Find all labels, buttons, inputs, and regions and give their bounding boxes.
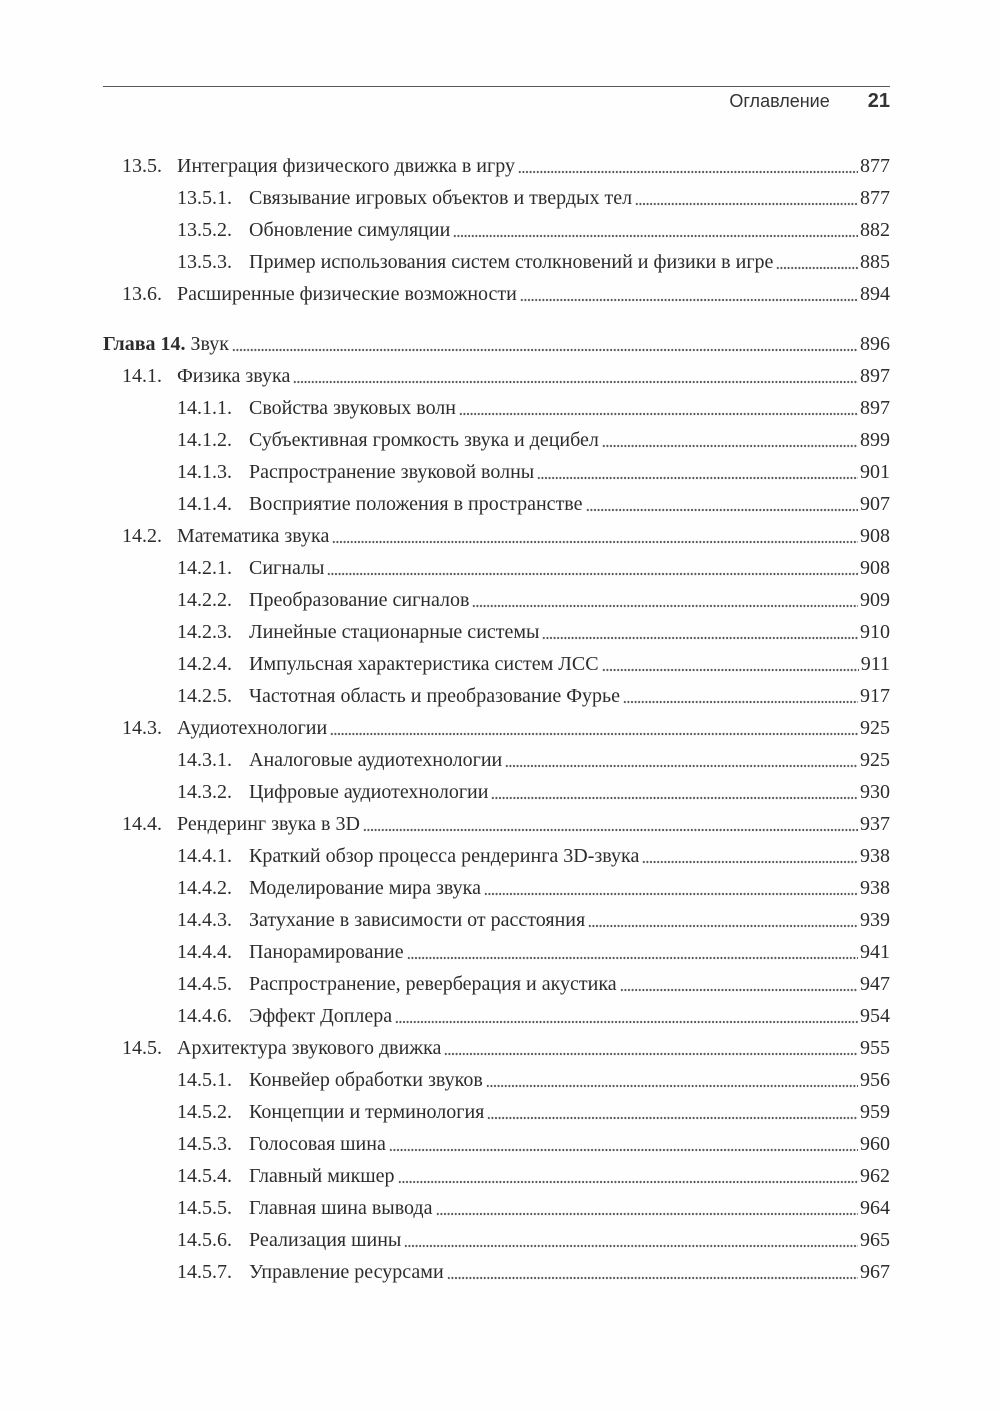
toc-subsection-entry xyxy=(103,904,890,936)
dot-leader xyxy=(537,456,858,488)
entry-page-number: 917 xyxy=(860,685,890,707)
toc-subsection-entry xyxy=(103,584,890,616)
entry-number: 14.5.7. xyxy=(177,1261,232,1283)
entry-title: Связывание игровых объектов и твердых тел xyxy=(249,187,633,209)
entry-number: 14.5.4. xyxy=(177,1165,232,1187)
entry-title: Физика звука xyxy=(177,365,291,387)
dot-leader xyxy=(602,648,859,680)
toc-subsection-entry xyxy=(103,488,890,520)
entry-page-number: 885 xyxy=(860,251,890,273)
dot-leader xyxy=(642,840,858,872)
entry-title: Управление ресурсами xyxy=(249,1261,444,1283)
entry-number: 13.5.3. xyxy=(177,251,232,273)
entry-page-number: 896 xyxy=(860,333,890,355)
toc-list xyxy=(103,150,890,1288)
entry-number: 14.5.6. xyxy=(177,1229,232,1251)
entry-number: 14.3.2. xyxy=(177,781,232,803)
dot-leader xyxy=(635,182,858,214)
entry-page-number: 956 xyxy=(860,1069,890,1091)
chapter-label: Глава 14. xyxy=(103,333,186,355)
entry-page-number: 897 xyxy=(860,365,890,387)
toc-section-entry xyxy=(103,520,890,552)
entry-page-number: 938 xyxy=(860,877,890,899)
toc-section-entry xyxy=(103,360,890,392)
toc-subsection-entry xyxy=(103,1096,890,1128)
page-number: 21 xyxy=(867,90,890,112)
toc-section-entry xyxy=(103,278,890,310)
entry-title: Реализация шины xyxy=(249,1229,402,1251)
entry-page-number: 939 xyxy=(860,909,890,931)
toc-subsection-entry xyxy=(103,872,890,904)
dot-leader xyxy=(542,616,858,648)
entry-number: 14.4.1. xyxy=(177,845,232,867)
entry-title: Аналоговые аудиотехнологии xyxy=(249,749,503,771)
entry-page-number: 941 xyxy=(860,941,890,963)
dot-leader xyxy=(447,1256,858,1288)
entry-page-number: 901 xyxy=(860,461,890,483)
entry-title: Интеграция физического движка в игру xyxy=(177,155,515,177)
toc-subsection-entry xyxy=(103,936,890,968)
entry-title: Главная шина вывода xyxy=(249,1197,433,1219)
toc-subsection-entry xyxy=(103,392,890,424)
entry-page-number: 937 xyxy=(860,813,890,835)
entry-number: 14.4.6. xyxy=(177,1005,232,1027)
entry-title: Пример использования систем столкновений и физики в игре xyxy=(249,251,774,273)
dot-leader xyxy=(472,584,858,616)
running-header-title: Оглавление xyxy=(729,91,830,111)
entry-title: Цифровые аудиотехнологии xyxy=(249,781,489,803)
dot-leader xyxy=(505,744,858,776)
entry-page-number: 877 xyxy=(860,155,890,177)
dot-leader xyxy=(293,360,858,392)
entry-number: 13.6. xyxy=(122,283,162,305)
entry-number: 14.3. xyxy=(122,717,162,739)
entry-number: 14.4.4. xyxy=(177,941,232,963)
entry-page-number: 938 xyxy=(860,845,890,867)
entry-page-number: 899 xyxy=(860,429,890,451)
entry-title: Звук xyxy=(190,333,229,355)
dot-leader xyxy=(487,1096,858,1128)
entry-page-number: 955 xyxy=(860,1037,890,1059)
entry-number: 14.1. xyxy=(122,365,162,387)
entry-page-number: 897 xyxy=(860,397,890,419)
entry-page-number: 907 xyxy=(860,493,890,515)
toc-subsection-entry xyxy=(103,424,890,456)
toc-subsection-entry xyxy=(103,1000,890,1032)
entry-title: Архитектура звукового движка xyxy=(177,1037,442,1059)
toc-subsection-entry xyxy=(103,1192,890,1224)
dot-leader xyxy=(602,424,858,456)
entry-title: Рендеринг звука в 3D xyxy=(177,813,360,835)
entry-number: 14.4. xyxy=(122,813,162,835)
toc-section-entry xyxy=(103,1032,890,1064)
dot-leader xyxy=(332,520,858,552)
entry-title: Восприятие положения в пространстве xyxy=(249,493,583,515)
toc-section-entry xyxy=(103,150,890,182)
entry-number: 13.5.1. xyxy=(177,187,232,209)
toc-subsection-entry xyxy=(103,1128,890,1160)
dot-leader xyxy=(407,936,858,968)
entry-number: 14.4.5. xyxy=(177,973,232,995)
entry-title: Сигналы xyxy=(249,557,325,579)
toc-section-entry xyxy=(103,712,890,744)
dot-leader xyxy=(484,872,858,904)
toc-subsection-entry xyxy=(103,1160,890,1192)
entry-page-number: 964 xyxy=(860,1197,890,1219)
entry-number: 14.1.4. xyxy=(177,493,232,515)
dot-leader xyxy=(453,214,858,246)
entry-number: 14.4.2. xyxy=(177,877,232,899)
entry-number: 14.5.2. xyxy=(177,1101,232,1123)
entry-title: Обновление симуляции xyxy=(249,219,451,241)
dot-leader xyxy=(330,712,858,744)
dot-leader xyxy=(620,968,858,1000)
toc-section-entry xyxy=(103,808,890,840)
dot-leader xyxy=(520,278,858,310)
entry-title: Линейные стационарные системы xyxy=(249,621,540,643)
toc-subsection-entry xyxy=(103,182,890,214)
dot-leader xyxy=(586,488,858,520)
entry-title: Концепции и терминология xyxy=(249,1101,485,1123)
entry-number: 13.5.2. xyxy=(177,219,232,241)
entry-title: Субъективная громкость звука и децибел xyxy=(249,429,599,451)
entry-page-number: 894 xyxy=(860,283,890,305)
entry-title: Распространение звуковой волны xyxy=(249,461,535,483)
entry-page-number: 908 xyxy=(860,557,890,579)
entry-title: Краткий обзор процесса рендеринга 3D-звука xyxy=(249,845,640,867)
entry-title: Эффект Доплера xyxy=(249,1005,393,1027)
entry-title: Панорамирование xyxy=(249,941,404,963)
dot-leader xyxy=(232,328,858,360)
entry-page-number: 954 xyxy=(860,1005,890,1027)
toc-subsection-entry xyxy=(103,1064,890,1096)
dot-leader xyxy=(776,246,858,278)
entry-number: 14.1.2. xyxy=(177,429,232,451)
toc-subsection-entry xyxy=(103,648,890,680)
entry-page-number: 877 xyxy=(860,187,890,209)
running-header xyxy=(103,90,890,118)
entry-title: Импульсная характеристика систем ЛСС xyxy=(249,653,599,675)
entry-title: Моделирование мира звука xyxy=(249,877,481,899)
dot-leader xyxy=(486,1064,858,1096)
dot-leader xyxy=(395,1000,858,1032)
entry-page-number: 930 xyxy=(860,781,890,803)
entry-number: 14.2.2. xyxy=(177,589,232,611)
entry-page-number: 911 xyxy=(860,653,890,675)
entry-title: Распространение, реверберация и акустика xyxy=(249,973,617,995)
entry-title: Свойства звуковых волн xyxy=(249,397,456,419)
dot-leader xyxy=(623,680,858,712)
entry-number: 14.2. xyxy=(122,525,162,547)
dot-leader xyxy=(363,808,858,840)
entry-page-number: 909 xyxy=(860,589,890,611)
toc-subsection-entry xyxy=(103,214,890,246)
entry-title: Главный микшер xyxy=(249,1165,395,1187)
dot-leader xyxy=(398,1160,858,1192)
toc-subsection-entry xyxy=(103,456,890,488)
dot-leader xyxy=(436,1192,859,1224)
entry-number: 14.2.5. xyxy=(177,685,232,707)
entry-page-number: 882 xyxy=(860,219,890,241)
toc-subsection-entry xyxy=(103,968,890,1000)
entry-title: Математика звука xyxy=(177,525,330,547)
toc-subsection-entry xyxy=(103,552,890,584)
dot-leader xyxy=(459,392,858,424)
dot-leader xyxy=(588,904,858,936)
entry-number: 14.2.3. xyxy=(177,621,232,643)
toc-subsection-entry xyxy=(103,1224,890,1256)
toc-subsection-entry xyxy=(103,246,890,278)
entry-title: Затухание в зависимости от расстояния xyxy=(249,909,586,931)
entry-page-number: 910 xyxy=(860,621,890,643)
entry-number: 14.5.1. xyxy=(177,1069,232,1091)
toc-subsection-entry xyxy=(103,840,890,872)
entry-title: Расширенные физические возможности xyxy=(177,283,517,305)
dot-leader xyxy=(491,776,858,808)
entry-page-number: 967 xyxy=(860,1261,890,1283)
entry-title: Аудиотехнологии xyxy=(177,717,328,739)
entry-page-number: 965 xyxy=(860,1229,890,1251)
toc-subsection-entry xyxy=(103,1256,890,1288)
toc-subsection-entry xyxy=(103,776,890,808)
entry-title: Конвейер обработки звуков xyxy=(249,1069,483,1091)
entry-page-number: 959 xyxy=(860,1101,890,1123)
entry-number: 14.1.3. xyxy=(177,461,232,483)
entry-number: 14.2.4. xyxy=(177,653,232,675)
toc-chapter-entry xyxy=(103,328,890,360)
entry-page-number: 947 xyxy=(860,973,890,995)
entry-number: 13.5. xyxy=(122,155,162,177)
toc-subsection-entry xyxy=(103,616,890,648)
dot-leader xyxy=(444,1032,858,1064)
entry-page-number: 925 xyxy=(860,717,890,739)
entry-page-number: 960 xyxy=(860,1133,890,1155)
entry-page-number: 962 xyxy=(860,1165,890,1187)
dot-leader xyxy=(389,1128,858,1160)
entry-number: 14.4.3. xyxy=(177,909,232,931)
entry-number: 14.5. xyxy=(122,1037,162,1059)
dot-leader xyxy=(327,552,858,584)
entry-page-number: 908 xyxy=(860,525,890,547)
entry-number: 14.3.1. xyxy=(177,749,232,771)
entry-number: 14.2.1. xyxy=(177,557,232,579)
entry-title: Преобразование сигналов xyxy=(249,589,470,611)
entry-title: Голосовая шина xyxy=(249,1133,386,1155)
entry-title: Частотная область и преобразование Фурье xyxy=(249,685,621,707)
toc-subsection-entry xyxy=(103,680,890,712)
entry-number: 14.1.1. xyxy=(177,397,232,419)
entry-number: 14.5.5. xyxy=(177,1197,232,1219)
toc-subsection-entry xyxy=(103,744,890,776)
dot-leader xyxy=(518,150,858,182)
entry-number: 14.5.3. xyxy=(177,1133,232,1155)
dot-leader xyxy=(404,1224,858,1256)
entry-page-number: 925 xyxy=(860,749,890,771)
header-rule xyxy=(103,86,890,87)
